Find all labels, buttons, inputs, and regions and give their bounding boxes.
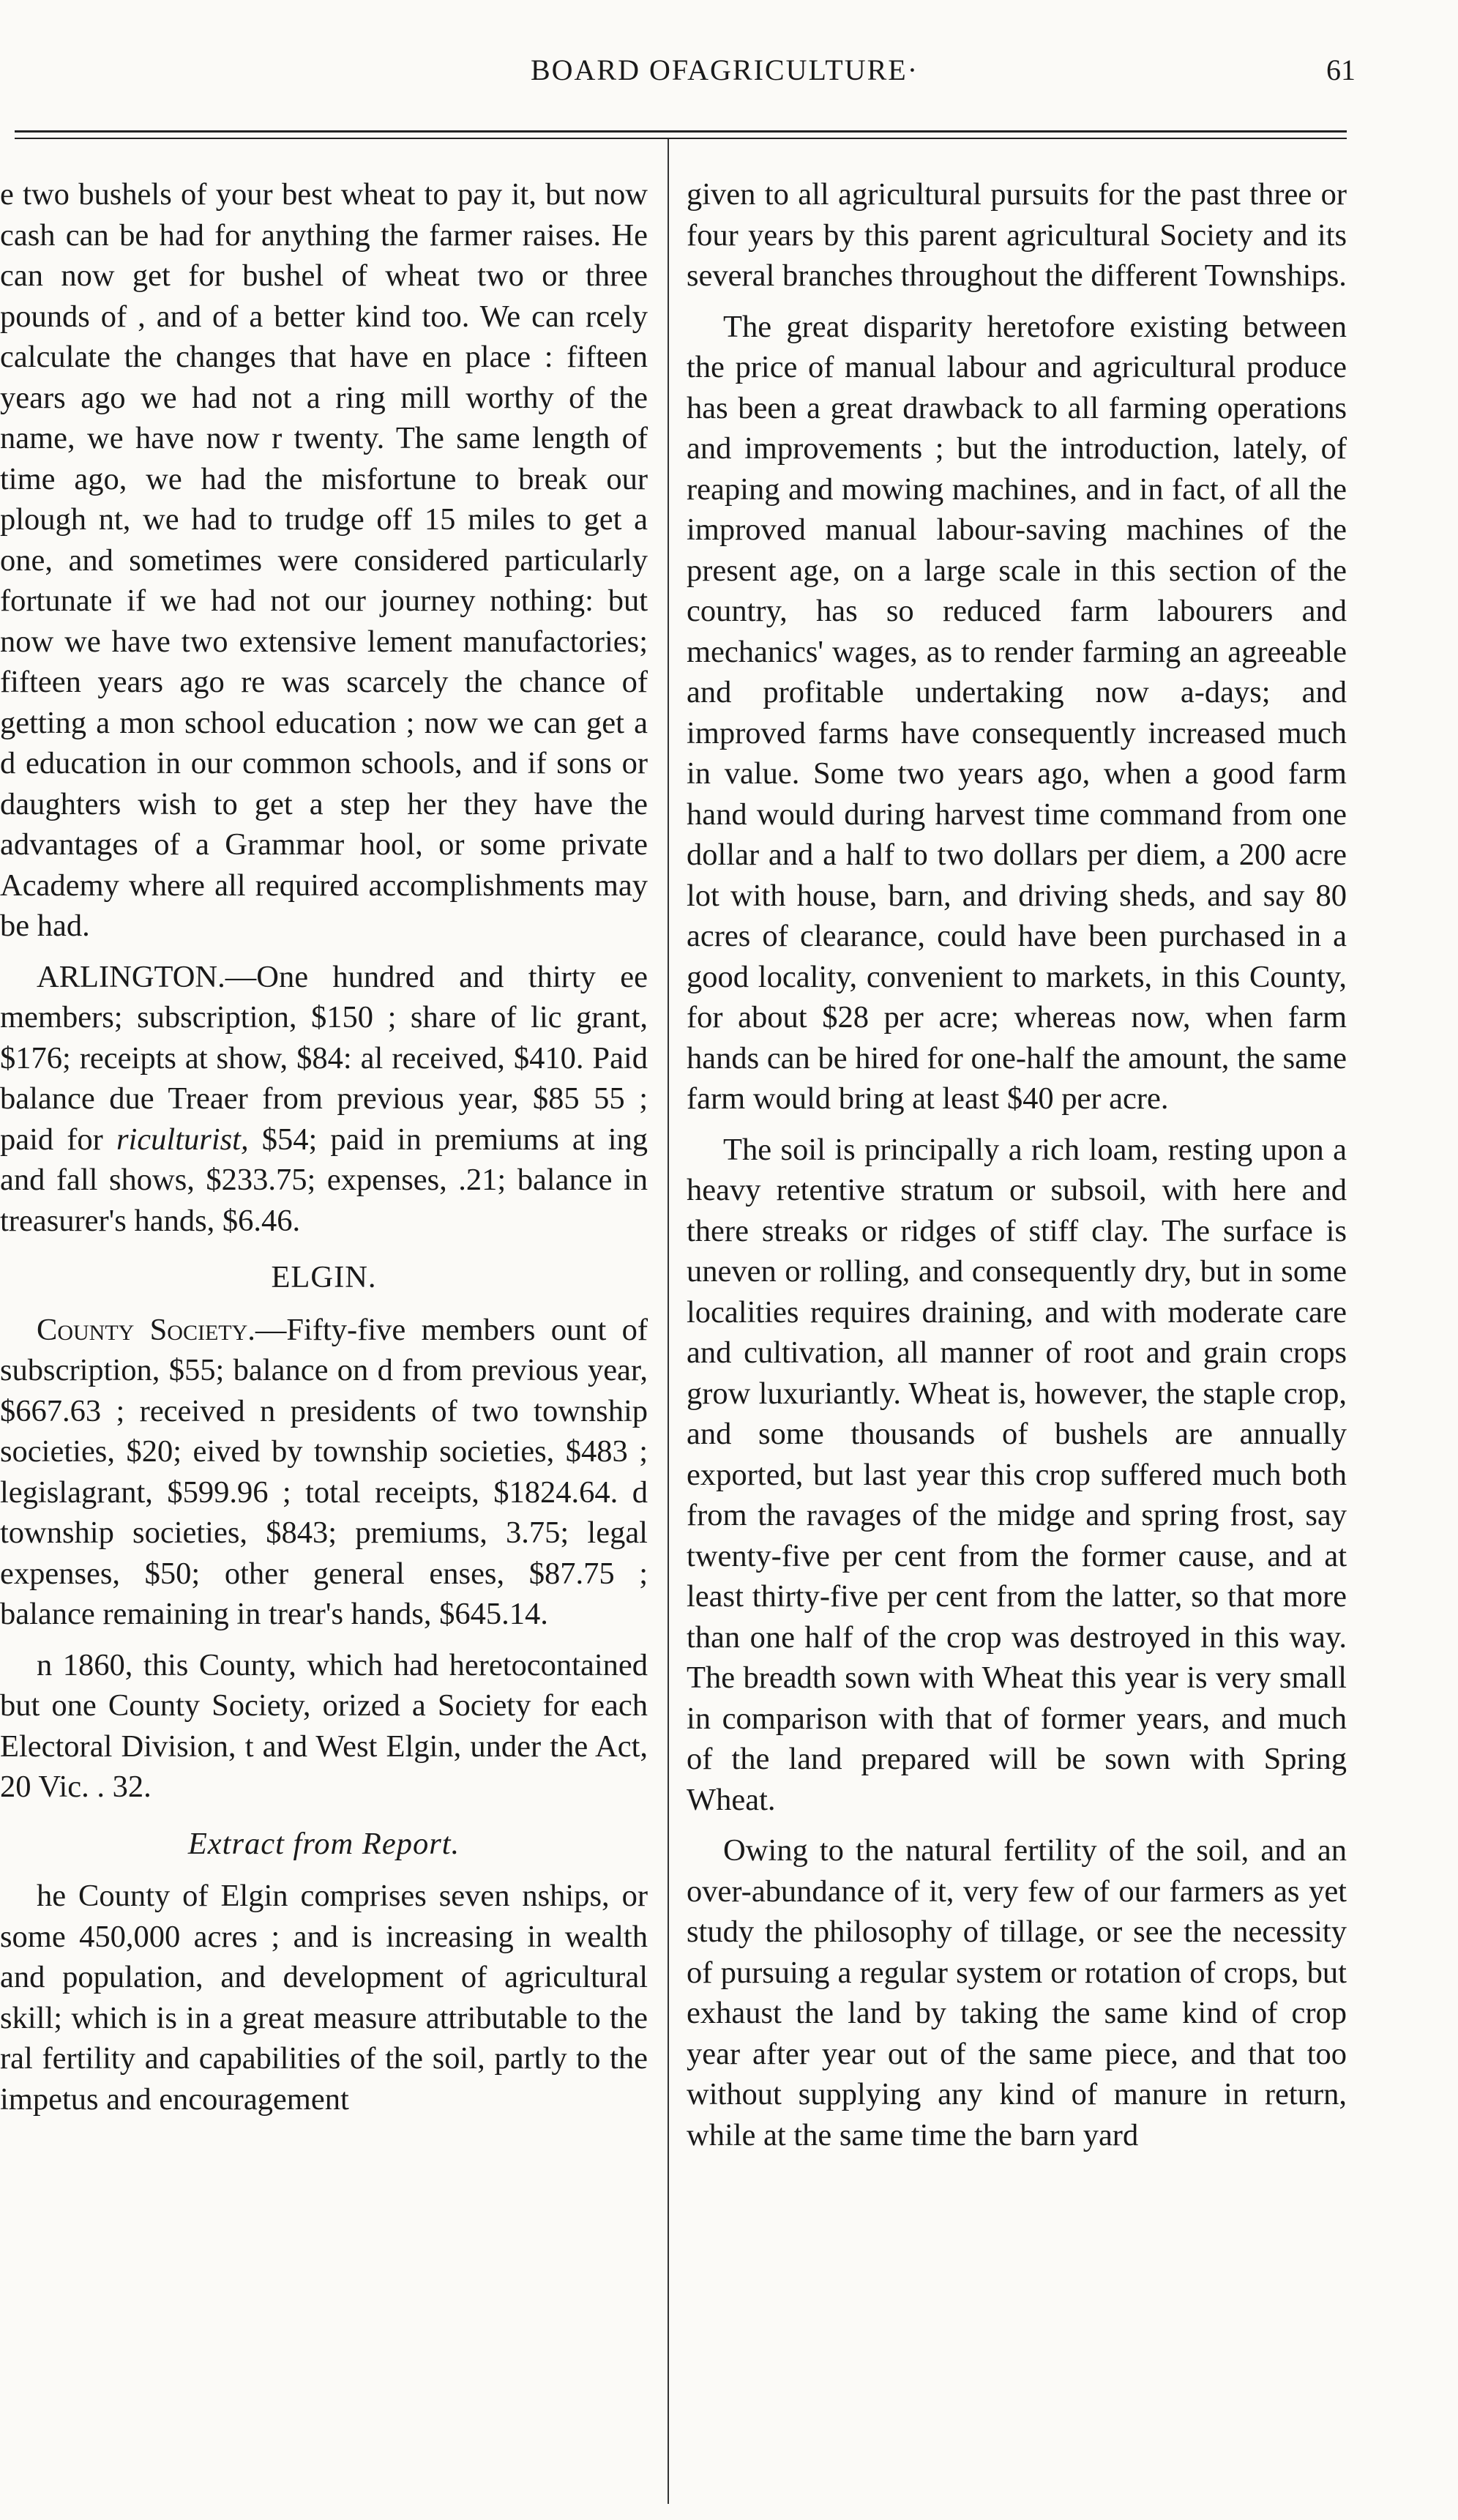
county-society-body: —Fifty-five members ount of subscription, $55; balance on d from previous year, $667.63 ; received n presidents of two township societies, $20; eived by township societies, $483 ; legislagrant, $599.96 ; total receipts, $1824.64. d township societies, $843; premiums, 3.75; legal expenses, $50; other general enses, $87.75 ; balance remaining in trear's hands, $645.14. bbox=[0, 1312, 648, 1631]
right-paragraph-disparity: The great disparity heretofore existing between the price of manual labour and agricultural produce has been a great drawback to all farming operations and improvements ; but the introduction, lately, of reaping and mowing machines, and in fact, of all the improved manual labour-saving machines of the present age, on a large scale in this section of the country, has so reduced farm labourers and mechanics' wages, as to render farming an agreeable and profitable undertaking now a-days; and improved farms have consequently increased much in value. Some two years ago, when a good farm hand would during harvest time command from one dollar and a half to two dollars per diem, a 200 acre lot with house, barn, and driving sheds, and say 80 acres of clearance, could have been purchased in a good locality, convenient to markets, in this County, for about $28 per acre; whereas now, when farm hands can be hired for one-half the amount, the same farm would bring at least $40 per acre. bbox=[687, 309, 1347, 1116]
running-title: BOARD OFAGRICULTURE· bbox=[530, 53, 919, 86]
column-divider bbox=[668, 139, 669, 2504]
county-society-lead: County Society. bbox=[37, 1312, 255, 1347]
right-paragraph-soil: The soil is principally a rich loam, resting upon a heavy retentive stratum or subsoil, with here and there streaks or ridges of stiff clay. The surface is uneven or rolling, and consequently dry, but in some localities requires draining, and with moderate care and cultivation, all manner of root and grain crops grow luxuriantly. Wheat is, however, the staple crop, and some thousands of bushels are annually exported, but last year this crop suffered much both from the ravages of the midge and spring frost, say twenty-five per cent from the former cause, and at least thirty-five per cent from the latter, so that more than one half of the crop was destroyed in this way. The breadth sown with Wheat this year is very small in comparison with that of former years, and much of the land prepared will be sown with Spring Wheat. bbox=[687, 1132, 1347, 1817]
header-rule-top bbox=[15, 130, 1347, 133]
arlington-body: —One hundred and thirty ee members; subscription, $150 ; share of lic grant, $176; receipts at show, $84: al received, $410. Paid balance due Treaer from previous year, $85 55 ; paid for bbox=[0, 959, 648, 1157]
left-paragraph-county-of-elgin: he County of Elgin comprises seven nships, or some 450,000 acres ; and is increasing in wealth and population, and development of agricultural skill; which is in a great measure attributable to the ral fertility and capabilities of the soil, partly to the impetus and encouragement bbox=[0, 1879, 648, 2117]
right-paragraph-fertility: Owing to the natural fertility of the soil, and an over-abundance of it, very few of our farmers as yet study the philosophy of tillage, or see the necessity of pursuing a regular system or rotation of crops, but exhaust the land by taking the same kind of crop year after year out of the same piece, and that too without supplying any kind of manure in return, while at the same time the barn yard bbox=[687, 1833, 1347, 2152]
arlington-tail: $54; paid in premiums at ing and fall shows, $233.75; expenses, .21; balance in treasurer's hands, $6.46. bbox=[0, 1122, 648, 1238]
page-header bbox=[0, 0, 1458, 139]
arlington-italic: riculturist, bbox=[116, 1122, 249, 1157]
left-paragraph-1: e two bushels of your best wheat to pay it, but now cash can be had for anything the farmer raises. He can now get for bushel of wheat two or three pounds of , and of a better kind too. We can rcely calculate the changes that have en place : fifteen years ago we had not a ring mill worthy of the name, we have now r twenty. The same length of time ago, we had the misfortune to break our plough nt, we had to trudge off 15 miles to get a one, and sometimes were considered particularly fortunate if we had not our journey nothing: but now we have two extensive lement manufactories; fifteen years ago re was scarcely the chance of getting a mon school education ; now we can get a d education in our common schools, and if sons or daughters wish to get a step her they have the advantages of a Grammar hool, or some private Academy where all required accomplishments may be had. bbox=[0, 177, 648, 943]
heading-extract-from-report: Extract from Report. bbox=[187, 1826, 460, 1861]
arlington-lead: ARLINGTON. bbox=[37, 959, 225, 994]
page-number: 61 bbox=[1326, 53, 1356, 86]
left-paragraph-arlington bbox=[0, 957, 648, 1242]
left-paragraph-county-society bbox=[0, 1310, 648, 1635]
right-column bbox=[687, 174, 1347, 2166]
left-paragraph-1860: n 1860, this County, which had heretocontained but one County Society, orized a Society for each Electoral Division, t and West Elgin, under the Act, 20 Vic. . 32. bbox=[0, 1647, 648, 1804]
left-column bbox=[0, 174, 648, 2130]
heading-elgin: ELGIN. bbox=[271, 1260, 377, 1294]
right-paragraph-1: given to all agricultural pursuits for the past three or four years by this parent agricultural Society and its several branches throughout the different Townships. bbox=[687, 177, 1347, 293]
header-rule-bottom bbox=[15, 138, 1347, 139]
